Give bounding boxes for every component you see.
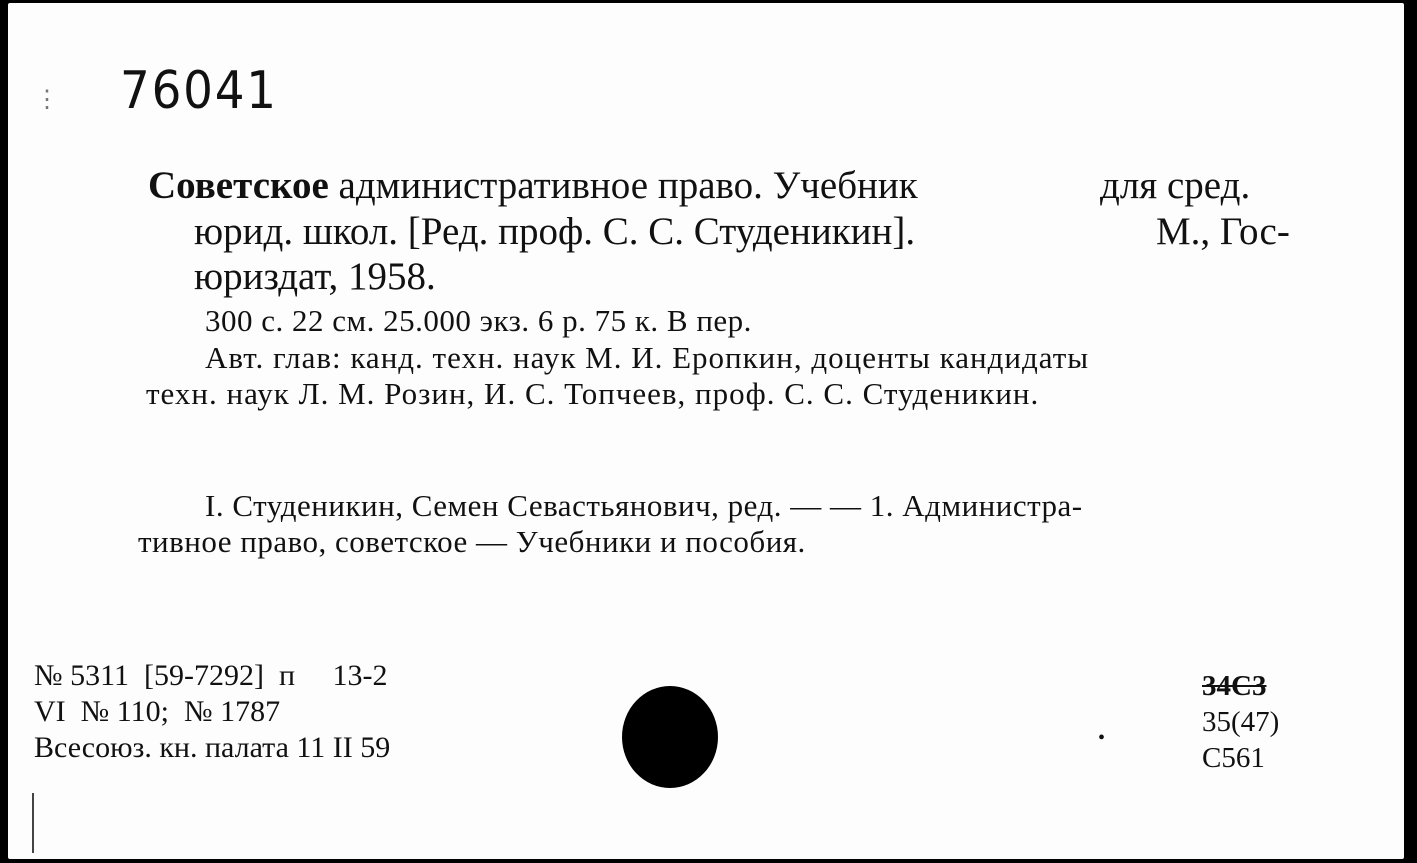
classification-line2: 35(47)	[1202, 706, 1280, 738]
registration-info	[34, 658, 390, 766]
card-edge-shadow	[1404, 0, 1417, 863]
pencil-mark: ⋮	[35, 87, 59, 113]
entry-heading-word: Советское	[148, 164, 329, 207]
classification-struck: 34С3	[1202, 670, 1267, 702]
entry-title-line2: юрид. школ. [Ред. проф. С. С. Студеникин].	[194, 210, 916, 253]
registration-line1: № 5311 [59-7292] п 13-2	[34, 659, 388, 692]
classification-codes	[1202, 668, 1279, 776]
scratch-mark	[32, 793, 34, 853]
handwritten-accession-number: 76041	[120, 61, 278, 121]
authors-note-line1: Авт. глав: канд. техн. наук М. И. Еропкин, доценты кандидаты	[205, 340, 1090, 375]
authors-note-line2: техн. наук Л. М. Розин, И. С. Топчеев, проф. С. С. Студеникин.	[146, 376, 1040, 411]
entry-title-line3: юриздат, 1958.	[194, 255, 436, 298]
ink-dot: •	[1098, 727, 1106, 749]
entry-title-line1	[148, 163, 918, 209]
subject-headings-line1: I. Студеникин, Семен Севастьянович, ред. — — 1. Администра-	[205, 488, 1083, 523]
punch-hole	[622, 686, 718, 788]
entry-title-line1-end: для сред.	[1100, 164, 1251, 207]
catalog-card	[8, 3, 1404, 859]
registration-line2: VI № 110; № 1787	[34, 695, 281, 728]
physical-description: 300 с. 22 см. 25.000 экз. 6 р. 75 к. В пер.	[205, 303, 752, 338]
entry-title-line2-end: М., Гос-	[1156, 210, 1290, 253]
classification-line3: С561	[1202, 742, 1265, 774]
subject-headings-line2: тивное право, советское — Учебники и пособия.	[138, 524, 806, 559]
registration-line3: Всесоюз. кн. палата 11 II 59	[34, 731, 391, 764]
entry-title-text: административное право. Учебник	[328, 164, 918, 207]
